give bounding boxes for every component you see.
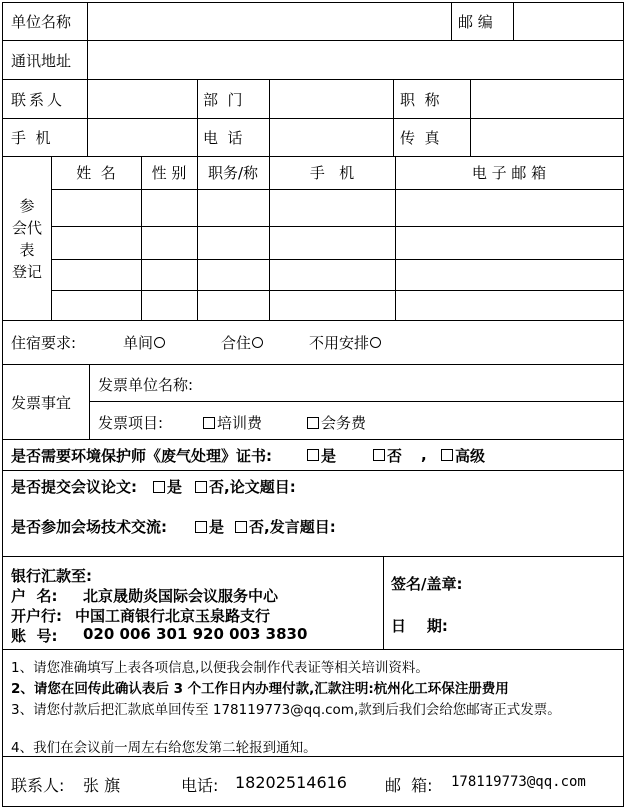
invoice-item-training[interactable] [203,412,262,433]
lodging-option-shared[interactable] [221,321,263,364]
contact-field[interactable] [89,80,197,118]
department-label: 部 门 [203,90,243,109]
radio-icon[interactable] [252,337,263,348]
header-name: 姓 名 [76,164,116,182]
note-item: 1、请您准确填写上表各项信息,以便我会制作代表证等相关培训资料。 [11,660,429,676]
invoice-unit-field[interactable] [203,369,619,397]
account-no-label: 账 号: [11,627,58,645]
checkbox-icon[interactable] [195,521,207,533]
account-name-label: 户 名: [11,587,58,605]
side-label-line: 登记 [11,262,42,281]
bank-title: 银行汇款至: [11,567,92,585]
row-paper-exchange [3,471,623,557]
invoice-item-label: 发票项目: [98,414,164,432]
option-label: 否 [387,446,403,465]
checkbox-icon[interactable] [235,521,247,533]
department-field[interactable] [270,80,393,118]
header-email: 电 子 邮 箱 [471,164,547,182]
row-lodging [3,321,623,365]
postcode-label: 邮 编 [458,13,493,31]
unit-name-label: 单位名称 [11,13,72,31]
bank-label: 开户行: [11,607,62,625]
lodging-option-single[interactable] [123,321,165,364]
notes-section [3,650,623,757]
paper-question: 是否提交会议论文: [11,478,137,496]
postcode-field[interactable] [514,3,622,40]
signature-label: 签名/盖章: [391,575,463,593]
option-label: 是 [321,446,337,465]
paper-option-no[interactable] [195,476,296,497]
note-item: 3、请您付款后把汇款底单回传至 178119773@qq.com,款到后我们会给您邮寄正式发票。 [11,702,561,718]
row-bank [3,557,623,650]
certificate-option-no[interactable] [373,440,402,470]
phone-label: 电 话 [203,129,243,147]
invoice-item-text: 会务费 [321,414,367,432]
footer-email[interactable]: 178119773@qq.com [451,774,586,790]
title-field[interactable] [471,80,622,118]
option-label: 不用安排 [309,334,370,352]
phone-field[interactable] [270,119,393,156]
note-item: 4、我们在会议前一周左右给您发第二轮报到通知。 [11,740,317,756]
exchange-option-no[interactable] [235,516,336,537]
invoice-label: 发票事宜 [11,393,72,412]
checkbox-icon[interactable] [441,449,453,461]
checkbox-icon[interactable] [307,417,319,429]
attendee-side-label [3,157,51,320]
option-label: 否,论文题目: [209,478,296,496]
footer-phone-label: 电话: [181,776,219,795]
radio-icon[interactable] [154,337,165,348]
side-label-line: 表 [19,240,35,259]
date-label: 日 期: [391,617,448,635]
account-no: 020 006 301 920 003 3830 [83,625,308,643]
table-row[interactable] [51,227,623,259]
option-label: 单间 [123,334,154,352]
fax-label: 传 真 [400,129,440,147]
row-invoice [3,365,623,440]
account-name: 北京晟勋炎国际会议服务中心 [83,587,279,605]
side-label-line: 会代 [11,218,42,237]
footer-contact-name: 张 旗 [83,776,121,795]
lodging-label: 住宿要求: [11,334,77,352]
option-label: 否,发言题目: [249,518,336,536]
certificate-option-senior[interactable] [441,440,485,470]
side-label-line: 参 [19,196,35,215]
unit-name-field[interactable] [89,3,451,40]
checkbox-icon[interactable] [203,417,215,429]
note-item: 2、请您在回传此确认表后 3 个工作日内办理付款,汇款注明:杭州化工环保注册费用 [11,681,509,697]
footer-phone: 18202514616 [235,773,347,792]
address-label: 通讯地址 [11,51,72,70]
table-row[interactable] [51,260,623,290]
row-unit-name [3,3,623,41]
row-mobile [3,119,623,157]
checkbox-icon[interactable] [373,449,385,461]
mobile-field[interactable] [89,119,197,156]
invoice-item-meeting[interactable] [307,412,366,433]
table-row[interactable] [51,291,623,320]
option-label: 高级 [455,446,486,465]
option-label: 合住 [221,334,252,352]
header-position: 职务/称 [207,164,259,182]
exchange-option-yes[interactable] [195,516,224,537]
footer [3,757,623,806]
contact-label: 联系人 [11,90,66,109]
radio-icon[interactable] [370,337,381,348]
header-gender: 性 别 [151,164,187,182]
header-mobile: 手 机 [309,164,355,182]
invoice-unit-label: 发票单位名称: [98,376,194,394]
footer-email-label: 邮 箱: [385,776,433,795]
option-label: 是 [167,478,183,496]
exchange-question: 是否参加会场技术交流: [11,518,167,536]
row-address [3,41,623,80]
lodging-option-none[interactable] [309,321,381,364]
fax-field[interactable] [471,119,622,156]
invoice-item-text: 培训费 [217,414,263,432]
option-label: 是 [209,518,225,536]
paper-option-yes[interactable] [153,476,182,497]
row-contact [3,80,623,119]
certificate-question: 是否需要环境保护师《废气处理》证书: [11,446,273,465]
registration-form [2,2,624,807]
certificate-option-yes[interactable] [307,440,336,470]
comma-separator: , [421,446,427,464]
footer-contact-label: 联系人: [11,776,65,795]
bank-name: 中国工商银行北京玉泉路支行 [75,607,271,625]
mobile-label: 手 机 [11,129,51,147]
title-label: 职 称 [400,90,440,109]
attendee-table [3,157,623,321]
address-field[interactable] [89,41,622,79]
table-row[interactable] [51,190,623,226]
checkbox-icon[interactable] [153,481,165,493]
checkbox-icon[interactable] [195,481,207,493]
checkbox-icon[interactable] [307,449,319,461]
row-certificate [3,440,623,471]
